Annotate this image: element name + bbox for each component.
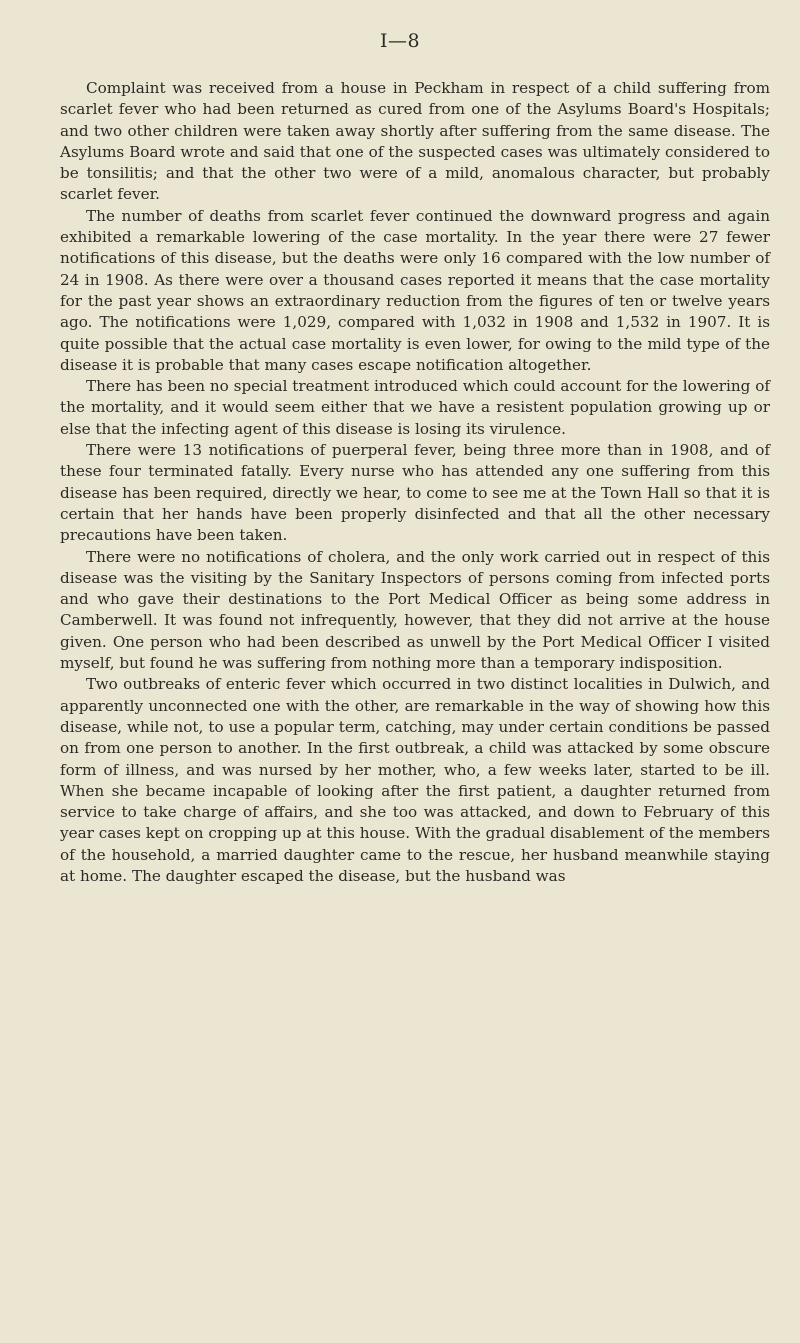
paragraph-scarlet-fever-deaths: The number of deaths from scarlet fever continued the downward progress and again exhibited a remarkable lowering of the case mortality. In the year there were 27 fewer notifications of this disease, but the deaths were only 16 compared with the low number of 24 in 1908. As there were over a thousand cases reported it means that the case mortality for the past year shows an extraordinary reduction from the figures of ten or twelve years ago. The notifications were 1,029, compared with 1,032 in 1908 and 1,532 in 1907. It is quite possible that the actual case mortality is even lower, for owing to the mild type of the disease it is probable that many cases escape notification altogether. [60, 206, 770, 374]
paragraph-mortality-lowering: There has been no special treatment introduced which could account for the lowering of the mortality, and it would seem either that we have a resistent population growing up or else that the infecting agent of this disease is losing its virulence. [60, 377, 770, 438]
body-text [60, 78, 770, 887]
paragraph-cholera: There were no notifications of cholera, and the only work carried out in respect of this disease was the visiting by the Sanitary Inspectors of persons coming from infected ports and who gave their destinations to the Port Medical Officer as being some address in Camberwell. It was found not infrequently, however, that they did not arrive at the house given. One person who had been described as unwell by the Port Medical Officer I visited myself, but found he was suffering from nothing more than a temporary indisposition. [60, 547, 770, 673]
paragraph-enteric-fever: Two outbreaks of enteric fever which occurred in two distinct localities in Dulwich, and apparently unconnected one with the other, are remarkable in the way of showing how this disease, while not, to use a popular term, catching, may under certain conditions be passed on from one person to another. In the first outbreak, a child was attacked by some obscure form of illness, and was nursed by her mother, who, a few weeks later, started to be ill. When she became incapable of looking after the first patient, a daughter returned from service to take charge of affairs, and she too was attacked, and down to February of this year cases kept on cropping up at this house. With the gradual disablement of the members of the household, a married daughter came to the rescue, her husband meanwhile staying at home. The daughter escaped the disease, but the husband was [60, 675, 770, 885]
paragraph-puerperal-fever: There were 13 notifications of puerperal fever, being three more than in 1908, and of these four terminated fatally. Every nurse who has attended any one suffering from this disease has been required, directly we hear, to come to see me at the Town Hall so that it is certain that her hands have been properly disinfected and that all the other necessary precautions have been taken. [60, 441, 770, 545]
page-number: I—8 [379, 30, 421, 52]
paragraph-scarlet-fever-complaint: Complaint was received from a house in Peckham in respect of a child suffering from scarlet fever who had been returned as cured from one of the Asylums Board's Hospitals; and two other children were taken away shortly after suffering from the same disease. The Asylums Board wrote and said that one of the suspected cases was ultimately considered to be tonsilitis; and that the other two were of a mild, anomalous character, but probably scarlet fever. [60, 79, 770, 204]
